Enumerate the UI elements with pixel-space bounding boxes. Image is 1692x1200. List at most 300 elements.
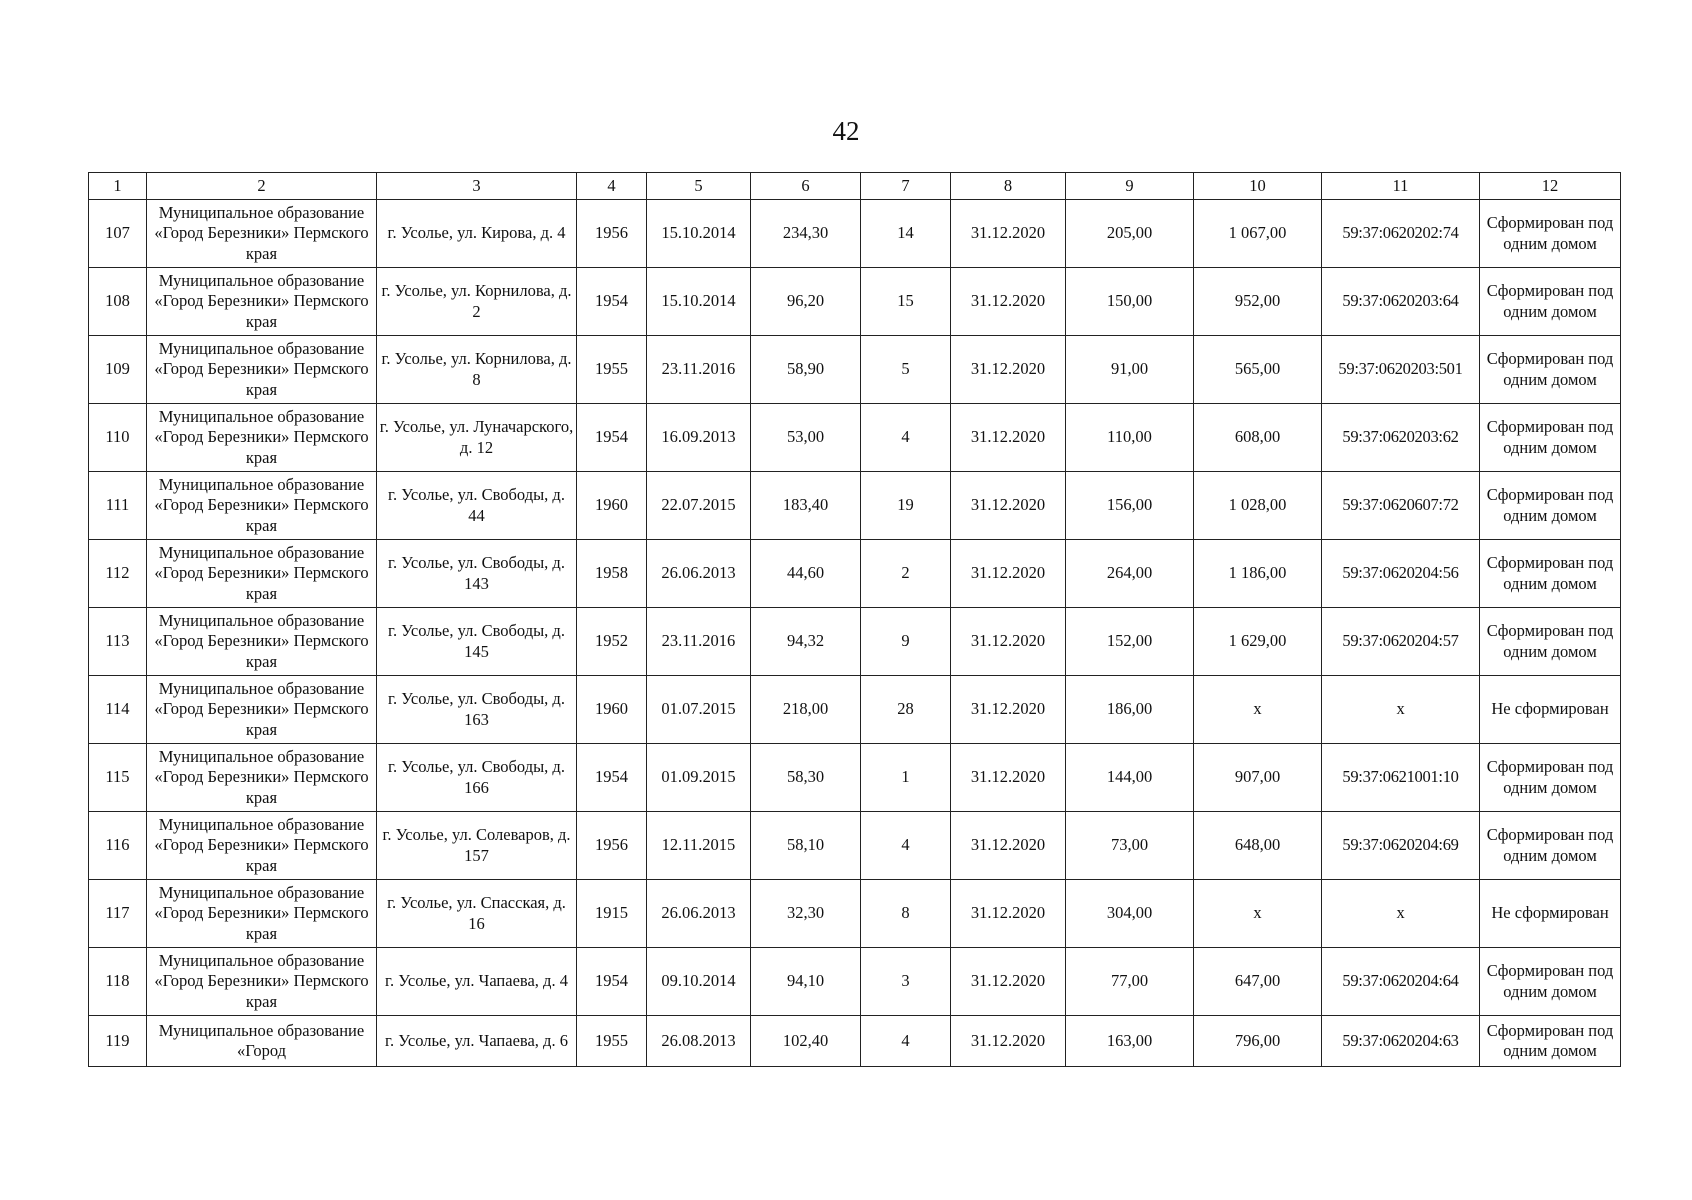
value9-cell <box>1066 676 1194 744</box>
residents-cell <box>861 812 951 880</box>
status-cell <box>1480 880 1621 948</box>
value9-text: 150,00 <box>1106 291 1153 311</box>
value9-text: 304,00 <box>1106 903 1153 923</box>
area-cell <box>751 812 861 880</box>
value10-cell <box>1194 540 1322 608</box>
row-number-text: 116 <box>105 835 130 855</box>
deadline-text: 31.12.2020 <box>970 699 1046 719</box>
year-cell <box>577 880 647 948</box>
cadastral-number-cell <box>1322 744 1480 812</box>
residents-text: 19 <box>897 495 914 515</box>
area-cell <box>751 880 861 948</box>
year-text: 1958 <box>595 563 628 583</box>
address-text: г. Усолье, ул. Чапаева, д. 4 <box>385 971 568 991</box>
status-text: Не сформирован <box>1491 699 1609 719</box>
deadline-cell <box>951 540 1066 608</box>
table-row <box>89 268 1621 336</box>
date-cell <box>647 200 751 268</box>
row-number-text: 119 <box>105 1030 130 1050</box>
address-cell <box>377 744 577 812</box>
address-text: г. Усолье, ул. Корнилова, д. 8 <box>381 349 572 389</box>
column-header: 12 <box>1480 173 1621 200</box>
cadastral-number-cell <box>1322 268 1480 336</box>
deadline-text: 31.12.2020 <box>970 223 1046 243</box>
deadline-text: 31.12.2020 <box>970 631 1046 651</box>
owner-cell <box>147 676 377 744</box>
value10-cell <box>1194 812 1322 880</box>
header-row <box>89 173 1621 200</box>
status-text: Сформирован под одним домом <box>1486 621 1614 661</box>
column-header: 7 <box>861 173 951 200</box>
area-text: 58,10 <box>786 835 825 855</box>
row-number-text: 114 <box>105 699 130 719</box>
date-cell <box>647 948 751 1016</box>
residents-cell <box>861 880 951 948</box>
deadline-text: 31.12.2020 <box>970 903 1046 923</box>
status-cell <box>1480 200 1621 268</box>
cadastral-number-cell <box>1322 404 1480 472</box>
date-text: 16.09.2013 <box>661 427 736 447</box>
value10-text: x <box>1253 699 1262 719</box>
year-text: 1955 <box>595 359 628 379</box>
address-cell <box>377 608 577 676</box>
owner-cell <box>147 608 377 676</box>
deadline-text: 31.12.2020 <box>970 291 1046 311</box>
address-cell <box>377 336 577 404</box>
date-text: 12.11.2015 <box>661 835 736 855</box>
year-text: 1915 <box>595 903 628 923</box>
column-header: 6 <box>751 173 861 200</box>
address-text: г. Усолье, ул. Свободы, д. 163 <box>388 689 565 729</box>
table-row <box>89 608 1621 676</box>
status-cell <box>1480 676 1621 744</box>
value9-text: 77,00 <box>1110 971 1149 991</box>
address-text: г. Усолье, ул. Солеваров, д. 157 <box>382 825 571 865</box>
cadastral-number-text: 59:37:0621001:10 <box>1342 767 1459 787</box>
row-number-cell <box>89 608 147 676</box>
date-text: 23.11.2016 <box>661 631 736 651</box>
area-text: 53,00 <box>786 427 825 447</box>
value10-text: 1 028,00 <box>1228 495 1287 515</box>
residents-text: 1 <box>901 767 910 787</box>
address-cell <box>377 540 577 608</box>
residents-cell <box>861 336 951 404</box>
row-number-text: 107 <box>105 223 130 243</box>
owner-cell <box>147 880 377 948</box>
column-header: 9 <box>1066 173 1194 200</box>
value9-text: 144,00 <box>1106 767 1153 787</box>
cadastral-number-cell <box>1322 948 1480 1016</box>
address-cell <box>377 404 577 472</box>
address-text: г. Усолье, ул. Луначарского, д. 12 <box>379 417 574 457</box>
value10-cell <box>1194 404 1322 472</box>
residents-cell <box>861 744 951 812</box>
table-row <box>89 404 1621 472</box>
deadline-text: 31.12.2020 <box>970 495 1046 515</box>
address-cell <box>377 812 577 880</box>
status-cell <box>1480 268 1621 336</box>
owner-cell <box>147 336 377 404</box>
value10-text: 796,00 <box>1234 1030 1281 1050</box>
deadline-cell <box>951 1016 1066 1067</box>
cadastral-number-text: 59:37:0620204:63 <box>1342 1030 1459 1050</box>
date-cell <box>647 880 751 948</box>
value9-cell <box>1066 812 1194 880</box>
deadline-cell <box>951 472 1066 540</box>
date-text: 01.09.2015 <box>661 767 736 787</box>
owner-text: Муниципальное образование «Город Березники» Пермского края <box>154 951 369 1011</box>
date-cell <box>647 472 751 540</box>
address-cell <box>377 948 577 1016</box>
row-number-cell <box>89 880 147 948</box>
value9-text: 264,00 <box>1106 563 1153 583</box>
residents-text: 28 <box>897 699 914 719</box>
area-text: 58,30 <box>786 767 825 787</box>
table-row <box>89 540 1621 608</box>
owner-text: Муниципальное образование «Город Березники» Пермского края <box>154 543 369 603</box>
year-text: 1956 <box>595 835 628 855</box>
year-cell <box>577 812 647 880</box>
status-cell <box>1480 472 1621 540</box>
status-cell <box>1480 540 1621 608</box>
value10-text: 1 186,00 <box>1228 563 1287 583</box>
area-text: 44,60 <box>786 563 825 583</box>
value10-cell <box>1194 608 1322 676</box>
row-number-text: 113 <box>105 631 130 651</box>
cadastral-number-text: 59:37:0620204:64 <box>1342 971 1459 991</box>
value9-cell <box>1066 336 1194 404</box>
address-text: г. Усолье, ул. Кирова, д. 4 <box>387 223 566 243</box>
residents-text: 2 <box>901 563 910 583</box>
year-cell <box>577 336 647 404</box>
residents-text: 4 <box>901 835 910 855</box>
value9-text: 110,00 <box>1107 427 1152 447</box>
area-cell <box>751 540 861 608</box>
status-cell <box>1480 744 1621 812</box>
owner-text: Муниципальное образование «Город <box>158 1020 365 1060</box>
cadastral-number-text: 59:37:0620202:74 <box>1342 223 1459 243</box>
cadastral-number-cell <box>1322 200 1480 268</box>
year-text: 1960 <box>595 699 628 719</box>
year-cell <box>577 1016 647 1067</box>
year-cell <box>577 268 647 336</box>
cadastral-number-text: x <box>1396 903 1405 923</box>
status-cell <box>1480 336 1621 404</box>
value10-cell <box>1194 1016 1322 1067</box>
table-row <box>89 472 1621 540</box>
year-text: 1954 <box>595 427 628 447</box>
address-text: г. Усолье, ул. Спасская, д. 16 <box>387 893 566 933</box>
owner-cell <box>147 404 377 472</box>
date-cell <box>647 812 751 880</box>
table-row <box>89 200 1621 268</box>
residents-text: 15 <box>897 291 914 311</box>
area-text: 234,30 <box>782 223 829 243</box>
cadastral-number-cell <box>1322 608 1480 676</box>
owner-text: Муниципальное образование «Город Березники» Пермского края <box>154 407 369 467</box>
table-row <box>89 812 1621 880</box>
residents-cell <box>861 1016 951 1067</box>
residents-cell <box>861 472 951 540</box>
year-cell <box>577 540 647 608</box>
cadastral-number-cell <box>1322 540 1480 608</box>
owner-text: Муниципальное образование «Город Березники» Пермского края <box>154 271 369 331</box>
deadline-text: 31.12.2020 <box>970 563 1046 583</box>
deadline-text: 31.12.2020 <box>970 427 1046 447</box>
row-number-text: 110 <box>105 427 130 447</box>
deadline-cell <box>951 268 1066 336</box>
area-text: 96,20 <box>786 291 825 311</box>
deadline-cell <box>951 404 1066 472</box>
row-number-cell <box>89 948 147 1016</box>
value10-text: 907,00 <box>1234 767 1281 787</box>
row-number-text: 112 <box>105 563 130 583</box>
status-text: Сформирован под одним домом <box>1486 281 1614 321</box>
cadastral-number-text: x <box>1396 699 1405 719</box>
area-cell <box>751 200 861 268</box>
cadastral-number-text: 59:37:0620203:62 <box>1342 427 1459 447</box>
column-header: 3 <box>377 173 577 200</box>
value9-cell <box>1066 404 1194 472</box>
year-text: 1956 <box>595 223 628 243</box>
status-cell <box>1480 1016 1621 1067</box>
column-header: 10 <box>1194 173 1322 200</box>
value10-text: 1 629,00 <box>1228 631 1287 651</box>
year-cell <box>577 744 647 812</box>
value10-text: 648,00 <box>1234 835 1281 855</box>
deadline-cell <box>951 880 1066 948</box>
deadline-text: 31.12.2020 <box>970 1030 1046 1050</box>
year-cell <box>577 676 647 744</box>
row-number-cell <box>89 540 147 608</box>
address-cell <box>377 676 577 744</box>
column-header: 5 <box>647 173 751 200</box>
owner-cell <box>147 812 377 880</box>
owner-text: Муниципальное образование «Город Березники» Пермского края <box>154 475 369 535</box>
area-text: 218,00 <box>782 699 829 719</box>
status-cell <box>1480 608 1621 676</box>
deadline-text: 31.12.2020 <box>970 971 1046 991</box>
date-text: 26.06.2013 <box>661 563 736 583</box>
date-text: 26.08.2013 <box>661 1030 736 1050</box>
address-text: г. Усолье, ул. Свободы, д. 145 <box>388 621 565 661</box>
value9-cell <box>1066 948 1194 1016</box>
row-number-cell <box>89 812 147 880</box>
status-text: Сформирован под одним домом <box>1486 757 1614 797</box>
value9-cell <box>1066 880 1194 948</box>
value9-cell <box>1066 200 1194 268</box>
deadline-cell <box>951 812 1066 880</box>
area-cell <box>751 268 861 336</box>
residents-cell <box>861 676 951 744</box>
owner-cell <box>147 472 377 540</box>
residents-cell <box>861 540 951 608</box>
area-text: 32,30 <box>786 903 825 923</box>
row-number-cell <box>89 472 147 540</box>
year-text: 1954 <box>595 291 628 311</box>
column-header: 1 <box>89 173 147 200</box>
area-cell <box>751 404 861 472</box>
row-number-cell <box>89 744 147 812</box>
value10-cell <box>1194 676 1322 744</box>
residents-text: 4 <box>901 1030 910 1050</box>
column-header: 4 <box>577 173 647 200</box>
address-text: г. Усолье, ул. Свободы, д. 143 <box>388 553 565 593</box>
residents-text: 5 <box>901 359 910 379</box>
deadline-cell <box>951 608 1066 676</box>
area-text: 183,40 <box>782 495 829 515</box>
value10-text: x <box>1253 903 1262 923</box>
value9-text: 156,00 <box>1106 495 1153 515</box>
status-cell <box>1480 812 1621 880</box>
date-text: 09.10.2014 <box>661 971 736 991</box>
cadastral-number-text: 59:37:0620203:64 <box>1342 291 1459 311</box>
owner-cell <box>147 1016 377 1067</box>
residents-cell <box>861 948 951 1016</box>
cadastral-number-cell <box>1322 336 1480 404</box>
residents-cell <box>861 404 951 472</box>
residents-text: 14 <box>897 223 914 243</box>
date-text: 15.10.2014 <box>661 223 736 243</box>
area-cell <box>751 336 861 404</box>
value10-text: 647,00 <box>1234 971 1281 991</box>
column-header: 2 <box>147 173 377 200</box>
date-text: 15.10.2014 <box>661 291 736 311</box>
value9-text: 186,00 <box>1106 699 1153 719</box>
page-number: 42 <box>832 116 860 146</box>
date-text: 22.07.2015 <box>661 495 736 515</box>
date-text: 01.07.2015 <box>661 699 736 719</box>
table-row <box>89 948 1621 1016</box>
year-text: 1954 <box>595 971 628 991</box>
date-cell <box>647 676 751 744</box>
value10-text: 608,00 <box>1234 427 1281 447</box>
address-text: г. Усолье, ул. Чапаева, д. 6 <box>385 1030 568 1050</box>
value9-text: 91,00 <box>1110 359 1149 379</box>
owner-text: Муниципальное образование «Город Березники» Пермского края <box>154 679 369 739</box>
row-number-text: 111 <box>105 495 130 515</box>
date-text: 23.11.2016 <box>661 359 736 379</box>
owner-cell <box>147 540 377 608</box>
residents-cell <box>861 268 951 336</box>
value9-cell <box>1066 540 1194 608</box>
address-text: г. Усолье, ул. Свободы, д. 44 <box>388 485 565 525</box>
deadline-cell <box>951 744 1066 812</box>
address-text: г. Усолье, ул. Свободы, д. 166 <box>388 757 565 797</box>
residents-cell <box>861 608 951 676</box>
status-text: Сформирован под одним домом <box>1486 213 1614 253</box>
row-number-text: 117 <box>105 903 130 923</box>
value10-text: 565,00 <box>1234 359 1281 379</box>
address-cell <box>377 268 577 336</box>
registry-table <box>88 172 1621 1067</box>
owner-cell <box>147 200 377 268</box>
date-cell <box>647 540 751 608</box>
owner-cell <box>147 268 377 336</box>
owner-text: Муниципальное образование «Город Березники» Пермского края <box>154 339 369 399</box>
row-number-cell <box>89 676 147 744</box>
residents-text: 9 <box>901 631 910 651</box>
value9-cell <box>1066 472 1194 540</box>
address-cell <box>377 880 577 948</box>
owner-text: Муниципальное образование «Город Березники» Пермского края <box>154 747 369 807</box>
value9-text: 163,00 <box>1106 1030 1153 1050</box>
residents-text: 4 <box>901 427 910 447</box>
table-row <box>89 744 1621 812</box>
date-cell <box>647 336 751 404</box>
area-text: 58,90 <box>786 359 825 379</box>
value10-cell <box>1194 472 1322 540</box>
cadastral-number-cell <box>1322 880 1480 948</box>
deadline-text: 31.12.2020 <box>970 767 1046 787</box>
year-text: 1954 <box>595 767 628 787</box>
cadastral-number-text: 59:37:0620203:501 <box>1338 359 1463 379</box>
value10-cell <box>1194 948 1322 1016</box>
year-cell <box>577 608 647 676</box>
year-cell <box>577 404 647 472</box>
date-cell <box>647 608 751 676</box>
status-text: Сформирован под одним домом <box>1486 349 1614 389</box>
area-cell <box>751 948 861 1016</box>
cadastral-number-cell <box>1322 1016 1480 1067</box>
value9-cell <box>1066 1016 1194 1067</box>
area-cell <box>751 1016 861 1067</box>
status-text: Сформирован под одним домом <box>1486 417 1614 457</box>
value10-text: 952,00 <box>1234 291 1281 311</box>
area-cell <box>751 676 861 744</box>
address-text: г. Усолье, ул. Корнилова, д. 2 <box>381 281 572 321</box>
status-text: Сформирован под одним домом <box>1486 553 1614 593</box>
row-number-text: 118 <box>105 971 130 991</box>
table-row <box>89 880 1621 948</box>
status-text: Сформирован под одним домом <box>1486 485 1614 525</box>
status-text: Сформирован под одним домом <box>1486 961 1614 1001</box>
table-row <box>89 1016 1621 1067</box>
row-number-cell <box>89 336 147 404</box>
cadastral-number-text: 59:37:0620607:72 <box>1342 495 1459 515</box>
deadline-cell <box>951 948 1066 1016</box>
table-body <box>89 200 1621 1067</box>
value10-cell <box>1194 200 1322 268</box>
residents-cell <box>861 200 951 268</box>
value9-cell <box>1066 608 1194 676</box>
cadastral-number-text: 59:37:0620204:57 <box>1342 631 1459 651</box>
date-cell <box>647 404 751 472</box>
status-text: Сформирован под одним домом <box>1486 825 1614 865</box>
year-cell <box>577 200 647 268</box>
residents-text: 3 <box>901 971 910 991</box>
owner-text: Муниципальное образование «Город Березники» Пермского края <box>154 815 369 875</box>
table-row <box>89 336 1621 404</box>
value9-text: 205,00 <box>1106 223 1153 243</box>
cadastral-number-cell <box>1322 472 1480 540</box>
deadline-cell <box>951 200 1066 268</box>
address-cell <box>377 472 577 540</box>
status-cell <box>1480 948 1621 1016</box>
cadastral-number-cell <box>1322 812 1480 880</box>
value10-text: 1 067,00 <box>1228 223 1287 243</box>
area-cell <box>751 744 861 812</box>
deadline-text: 31.12.2020 <box>970 835 1046 855</box>
status-text: Не сформирован <box>1491 903 1609 923</box>
table-row <box>89 676 1621 744</box>
value10-cell <box>1194 744 1322 812</box>
address-cell <box>377 1016 577 1067</box>
row-number-cell <box>89 404 147 472</box>
owner-text: Муниципальное образование «Город Березники» Пермского края <box>154 203 369 263</box>
address-cell <box>377 200 577 268</box>
year-cell <box>577 948 647 1016</box>
